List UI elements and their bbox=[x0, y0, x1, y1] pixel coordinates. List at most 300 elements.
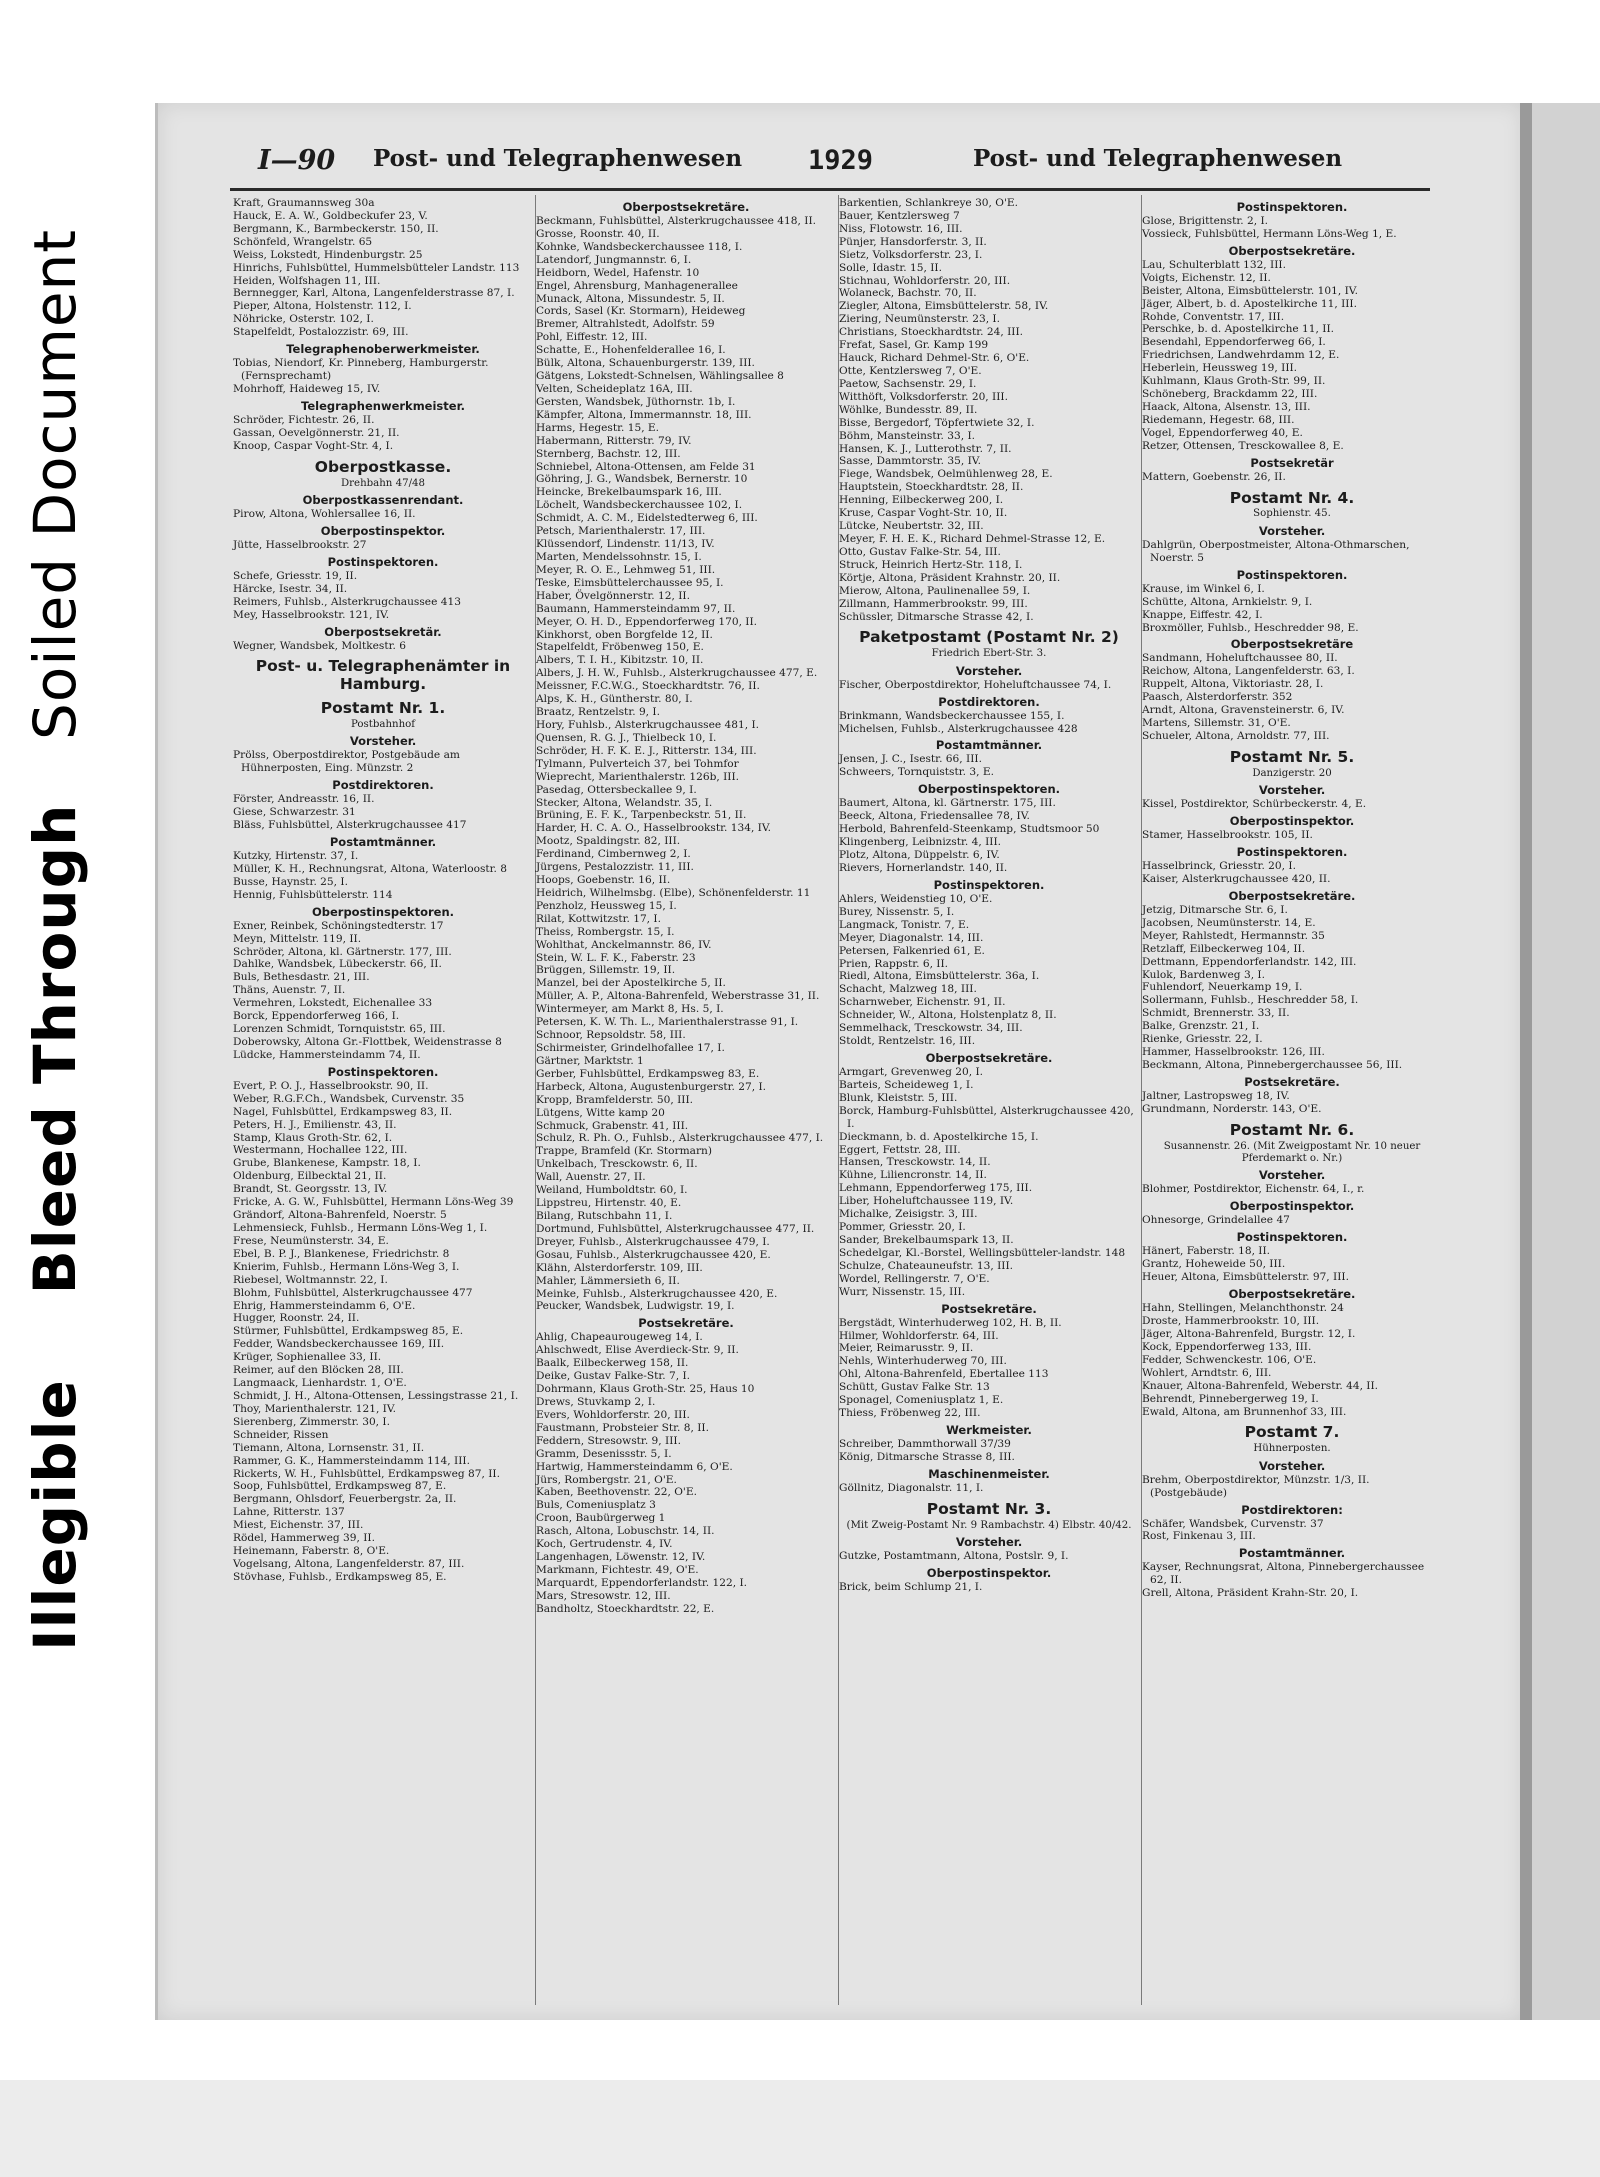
section-heading: Postamt Nr. 4. bbox=[1229, 488, 1355, 507]
directory-entry: Göhring, J. G., Wandsbek, Bernerstr. 10 bbox=[536, 473, 748, 486]
directory-entry: Barteis, Scheideweg 1, I. bbox=[839, 1078, 974, 1091]
directory-entry: Borck, Eppendorferweg 166, I. bbox=[233, 1010, 400, 1023]
directory-entry: Otto, Gustav Falke-Str. 54, III. bbox=[839, 545, 1001, 558]
directory-entry: Knierim, Fuhlsb., Hermann Löns-Weg 3, I. bbox=[233, 1260, 460, 1273]
directory-entry: Jütte, Hasselbrookstr. 27 bbox=[233, 538, 367, 551]
directory-entry: Knappe, Eiffestr. 42, I. bbox=[1142, 608, 1263, 621]
directory-entry: Heidborn, Wedel, Hafenstr. 10 bbox=[536, 266, 700, 279]
directory-entry: Hasselbrinck, Griesstr. 20, I. bbox=[1142, 860, 1296, 873]
section-heading: Oberpostinspektor. bbox=[926, 1565, 1052, 1580]
section-heading: Postamtmänner. bbox=[329, 834, 437, 849]
directory-entry: Kaiser, Alsterkrugchaussee 420, II. bbox=[1142, 872, 1331, 885]
directory-entry: Lehmensieck, Fuhlsb., Hermann Löns-Weg 1, I. bbox=[233, 1222, 488, 1234]
section-heading: Postamt 7. bbox=[1244, 1423, 1340, 1442]
directory-entry: Bisse, Bergedorf, Töpfertwiete 32, I. bbox=[839, 416, 1035, 429]
directory-entry: Grosse, Roonstr. 40, II. bbox=[536, 227, 660, 240]
directory-entry: Klähn, Alsterdorferstr. 109, III. bbox=[536, 1261, 703, 1274]
directory-entry: Stecker, Altona, Welandstr. 35, I. bbox=[536, 796, 713, 809]
directory-entry: Jürgens, Pestalozzistr. 11, III. bbox=[536, 861, 694, 874]
directory-entry: Lütgens, Witte kamp 20 bbox=[536, 1106, 665, 1119]
directory-entry: Jaltner, Lastropsweg 18, IV. bbox=[1142, 1089, 1290, 1102]
directory-entry: Pünjer, Hansdorferstr. 3, II. bbox=[839, 235, 987, 248]
section-heading: Oberpostsekretär. bbox=[324, 624, 442, 639]
directory-entry: Albers, J. H. W., Fuhlsb., Alsterkrugchaussee 477, E. bbox=[536, 667, 818, 680]
directory-entry: Gassan, Oevelgönnerstr. 21, II. bbox=[233, 426, 400, 439]
directory-entry: Sietz, Volksdorferstr. 23, I. bbox=[839, 248, 983, 261]
directory-entry: Heincke, Brekelbaumspark 16, III. bbox=[536, 486, 722, 499]
directory-entry: Langmack, Tonistr. 7, E. bbox=[839, 918, 970, 931]
directory-entry: Gerber, Fuhlsbüttel, Erdkampsweg 83, E. bbox=[536, 1067, 760, 1080]
directory-entry: Bandholtz, Stoeckhardtstr. 22, E. bbox=[536, 1602, 715, 1615]
directory-entry: Wöhlke, Bundesstr. 89, II. bbox=[839, 403, 978, 416]
directory-entry: Theiss, Rombergstr. 15, I. bbox=[536, 925, 675, 938]
directory-entry: Brinkmann, Wandsbeckerchaussee 155, I. bbox=[839, 709, 1065, 722]
directory-entry: Jacobsen, Neumünsterstr. 14, E. bbox=[1142, 916, 1316, 929]
directory-entry: Meyer, R. O. E., Lehmweg 51, III. bbox=[536, 563, 716, 576]
directory-entry: Gärtner, Marktstr. 1 bbox=[536, 1054, 644, 1067]
directory-entry: Ahlers, Weidenstieg 10, O'E. bbox=[839, 892, 993, 905]
directory-entry: Schüssler, Ditmarsche Strasse 42, I. bbox=[839, 610, 1034, 623]
directory-entry: Rasch, Altona, Lobuschstr. 14, II. bbox=[536, 1525, 715, 1538]
directory-entry: Kissel, Postdirektor, Schürbeckerstr. 4, E. bbox=[1142, 798, 1367, 811]
directory-entry: Haber, Övelgönnerstr. 12, II. bbox=[536, 589, 690, 602]
directory-entry: Stövhase, Fuhlsb., Erdkampsweg 85, E. bbox=[233, 1570, 447, 1583]
directory-entry: Stapelfeldt, Postalozzistr. 69, III. bbox=[233, 326, 409, 339]
directory-entry: Klüssendorf, Lindenstr. 11/13, IV. bbox=[536, 538, 715, 551]
directory-entry: Albers, T. I. H., Kibitzstr. 10, II. bbox=[536, 654, 704, 667]
directory-entry: Meier, Reimarusstr. 9, II. bbox=[839, 1342, 974, 1355]
directory-entry: Peters, H. J., Emilienstr. 43, II. bbox=[233, 1118, 397, 1131]
directory-column-4 bbox=[1142, 197, 1442, 1600]
directory-entry: Solle, Idastr. 15, II. bbox=[839, 261, 942, 274]
directory-entry: Rilat, Kottwitzstr. 17, I. bbox=[536, 912, 661, 925]
directory-entry: Sollermann, Fuhlsb., Heschredder 58, I. bbox=[1142, 994, 1359, 1007]
page-header bbox=[158, 145, 1523, 185]
directory-entry: Schröder, H. F. K. E. J., Ritterstr. 134, III. bbox=[536, 744, 757, 757]
directory-entry: Prien, Rappstr. 6, II. bbox=[839, 957, 949, 970]
directory-entry: Busse, Haynstr. 25, I. bbox=[233, 875, 348, 888]
directory-entry: Stichnau, Wohldorferstr. 20, III. bbox=[839, 274, 1011, 287]
section-heading: Oberpostsekretäre. bbox=[925, 1050, 1053, 1065]
stamp-line-3: Soiled Document bbox=[21, 228, 89, 740]
directory-entry: Hänert, Faberstr. 18, II. bbox=[1142, 1245, 1271, 1258]
directory-entry: Schneider, W., Altona, Holstenplatz 8, II. bbox=[839, 1009, 1057, 1022]
directory-entry: Dettmann, Eppendorferlandstr. 142, III. bbox=[1142, 955, 1357, 968]
directory-entry: Niss, Flotowstr. 16, III. bbox=[839, 222, 963, 235]
directory-entry: Bergmann, Ohlsdorf, Feuerbergstr. 2a, II. bbox=[233, 1493, 457, 1506]
directory-entry: Schreiber, Dammthorwall 37/39 bbox=[839, 1437, 1011, 1450]
directory-entry: Fischer, Oberpostdirektor, Hoheluftchaussee 74, I. bbox=[839, 678, 1112, 691]
header-left-title: Post- und Telegraphenwesen bbox=[373, 145, 743, 172]
scan-background-top bbox=[0, 0, 1600, 46]
directory-entry: Gersten, Wandsbek, Jüthornstr. 1b, I. bbox=[536, 395, 736, 408]
directory-entry: Tylmann, Pulverteich 37, bei Tohmfor bbox=[536, 757, 739, 770]
directory-entry: Petersen, K. W. Th. L., Marienthalerstrasse 91, I. bbox=[536, 1016, 799, 1029]
directory-entry: Vogel, Eppendorferweg 40, E. bbox=[1142, 426, 1303, 439]
section-heading: Postamt Nr. 6. bbox=[1229, 1120, 1355, 1139]
directory-entry: Lehmann, Eppendorferweg 175, III. bbox=[839, 1182, 1033, 1195]
section-subtitle: Danzigerstr. 20 bbox=[1252, 767, 1332, 779]
directory-entry: Besendahl, Eppendorferweg 66, I. bbox=[1142, 336, 1326, 349]
directory-entry: Jürs, Rombergstr. 21, O'E. bbox=[536, 1473, 677, 1486]
section-heading: Postamt Nr. 3. bbox=[926, 1499, 1052, 1518]
directory-entry: Reichow, Altona, Langenfelderstr. 63, I. bbox=[1142, 665, 1355, 678]
directory-entry: Schäfer, Wandsbek, Curvenstr. 37 bbox=[1142, 1517, 1324, 1530]
directory-entry: Heuer, Altona, Eimsbüttelerstr. 97, III. bbox=[1142, 1271, 1349, 1284]
directory-entry: Doberowsky, Altona Gr.-Flottbek, Weidenstrasse 8 bbox=[233, 1036, 502, 1048]
directory-entry: Drews, Stuvkamp 2, I. bbox=[536, 1396, 656, 1408]
section-heading: Werkmeister. bbox=[946, 1422, 1032, 1437]
directory-entry: Cords, Sasel (Kr. Stormarn), Heideweg bbox=[536, 305, 746, 318]
directory-entry: Paetow, Sachsenstr. 29, I. bbox=[839, 377, 977, 390]
directory-entry: Grundmann, Norderstr. 143, O'E. bbox=[1142, 1102, 1322, 1115]
directory-entry: Brandt, St. Georgsstr. 13, IV. bbox=[233, 1183, 388, 1196]
directory-entry: Gätgens, Lokstedt-Schnelsen, Wählingsallee 8 bbox=[536, 370, 784, 383]
section-heading: Postinspektoren. bbox=[1236, 845, 1348, 860]
directory-entry: Fedder, Schwenckestr. 106, O'E. bbox=[1142, 1353, 1317, 1366]
section-heading: Vorsteher. bbox=[349, 734, 417, 749]
directory-entry: Plotz, Altona, Düppelstr. 6, IV. bbox=[839, 849, 1000, 862]
directory-entry: Riebesel, Woltmannstr. 22, I. bbox=[233, 1273, 388, 1286]
section-heading: Postamt Nr. 5. bbox=[1229, 747, 1355, 766]
directory-entry: Fricke, A. G. W., Fuhlsbüttel, Hermann Löns-Weg 39 bbox=[233, 1196, 514, 1209]
directory-entry: Martens, Sillemstr. 31, O'E. bbox=[1142, 717, 1291, 730]
header-year: 1929 bbox=[808, 145, 874, 176]
directory-entry: Beister, Altona, Eimsbüttelerstr. 101, IV. bbox=[1142, 284, 1358, 297]
directory-entry: Kraft, Graumannsweg 30a bbox=[233, 197, 375, 209]
directory-entry: Grändorf, Altona-Bahrenfeld, Noerstr. 5 bbox=[233, 1209, 447, 1222]
directory-entry: Schütt, Gustav Falke Str. 13 bbox=[839, 1381, 990, 1394]
directory-entry: Krüger, Sophienallee 33, II. bbox=[233, 1351, 382, 1364]
directory-entry: Ewald, Altona, am Brunnenhof 33, III. bbox=[1142, 1405, 1347, 1418]
directory-entry: Brüning, E. F. K., Tarpenbeckstr. 51, II. bbox=[536, 809, 747, 822]
directory-entry: Trappe, Bramfeld (Kr. Stormarn) bbox=[536, 1145, 712, 1158]
directory-entry: Weber, R.G.F.Ch., Wandsbek, Curvenstr. 35 bbox=[233, 1092, 465, 1105]
section-subtitle: Postbahnhof bbox=[350, 718, 416, 730]
directory-entry: Blunk, Kleiststr. 5, III. bbox=[839, 1091, 958, 1104]
directory-entry: Westermann, Hochallee 122, III. bbox=[233, 1144, 408, 1157]
section-heading: Postamt Nr. 1. bbox=[320, 699, 446, 718]
directory-entry: Harbeck, Altona, Augustenburgerstr. 27, I. bbox=[536, 1080, 767, 1093]
page-number: I—90 bbox=[258, 145, 336, 176]
directory-entry: Meissner, F.C.W.G., Stoeckhardtstr. 76, II. bbox=[536, 680, 760, 693]
directory-entry: Ziering, Neumünsterstr. 23, I. bbox=[839, 313, 1000, 326]
directory-entry: Baumann, Hammersteindamm 97, II. bbox=[536, 602, 736, 615]
directory-entry: Liber, Hoheluftchaussee 119, IV. bbox=[839, 1195, 1014, 1208]
directory-entry: Müller, A. P., Altona-Bahrenfeld, Weberstrasse 31, II. bbox=[536, 990, 820, 1003]
directory-entry: Beckmann, Fuhlsbüttel, Alsterkrugchaussee 418, II. bbox=[536, 215, 816, 228]
directory-entry: Bergmann, K., Barmbeckerstr. 150, II. bbox=[233, 222, 439, 235]
directory-entry: Eggert, Fettstr. 28, III. bbox=[839, 1143, 961, 1156]
section-heading: Oberpostinspektor. bbox=[1229, 1199, 1355, 1214]
directory-entry: Perschke, b. d. Apostelkirche 11, II. bbox=[1142, 323, 1335, 336]
directory-entry: Kulok, Bardenweg 3, I. bbox=[1142, 968, 1265, 981]
directory-entry: Droste, Hammerbrookstr. 10, III. bbox=[1142, 1315, 1320, 1328]
directory-entry: Hilmer, Wohldorferstr. 64, III. bbox=[839, 1329, 999, 1342]
directory-entry: Meyer, O. H. D., Eppendorferweg 170, II. bbox=[536, 615, 758, 628]
directory-entry: Mattern, Goebenstr. 26, II. bbox=[1142, 470, 1286, 483]
directory-entry: Schirmeister, Grindelhofallee 17, I. bbox=[536, 1042, 725, 1055]
directory-entry: Hansen, Tresckowstr. 14, II. bbox=[839, 1156, 991, 1169]
section-heading: Oberpostsekretäre. bbox=[1228, 1287, 1356, 1302]
directory-entry: Ohl, Altona-Bahrenfeld, Ebertallee 113 bbox=[839, 1368, 1049, 1381]
directory-entry: Wieprecht, Marienthalerstr. 126b, III. bbox=[536, 770, 740, 783]
directory-entry: Bernnegger, Karl, Altona, Langenfelderstrasse 87, I. bbox=[233, 287, 515, 300]
directory-entry: Arndt, Altona, Gravensteinerstr. 6, IV. bbox=[1142, 704, 1345, 717]
directory-entry: Jensen, J. C., Isestr. 66, III. bbox=[839, 753, 982, 766]
directory-entry: Schweers, Tornquiststr. 3, E. bbox=[839, 766, 994, 779]
directory-entry: Marquardt, Eppendorferlandstr. 122, I. bbox=[536, 1576, 747, 1589]
directory-entry: Lippstreu, Hirtenstr. 40, E. bbox=[536, 1197, 682, 1210]
directory-entry: Schmuck, Grabenstr. 41, III. bbox=[536, 1119, 689, 1132]
section-heading: Telegraphenoberwerkmeister. bbox=[286, 342, 480, 357]
directory-entry: Broxmöller, Fuhlsb., Heschredder 98, E. bbox=[1142, 621, 1359, 634]
section-heading: Postdirektoren. bbox=[332, 778, 434, 793]
directory-entry: Haack, Altona, Alsenstr. 13, III. bbox=[1142, 401, 1311, 414]
directory-entry: Rienke, Griesstr. 22, I. bbox=[1142, 1033, 1263, 1046]
directory-entry: Thiess, Fröbenweg 22, III. bbox=[839, 1407, 981, 1420]
section-heading: Postinspektoren. bbox=[933, 877, 1045, 892]
directory-entry: Paasch, Alsterdorferstr. 352 bbox=[1142, 691, 1293, 704]
directory-entry: Heinemann, Faberstr. 8, O'E. bbox=[233, 1545, 390, 1558]
directory-entry: Langmaack, Lienhardstr. 1, O'E. bbox=[233, 1377, 407, 1390]
directory-entry: Gutzke, Postamtmann, Altona, Postslr. 9, I. bbox=[839, 1550, 1069, 1563]
directory-entry: Harder, H. C. A. O., Hasselbrookstr. 134, IV. bbox=[536, 822, 772, 835]
section-heading: Postamtmänner. bbox=[935, 738, 1043, 753]
directory-entry: Ahlig, Chapeaurougeweg 14, I. bbox=[536, 1331, 703, 1344]
illegible-stamp bbox=[21, 229, 89, 1651]
directory-entry: Dreyer, Fuhlsb., Alsterkrugchaussee 479, I. bbox=[536, 1235, 770, 1248]
directory-entry: Nehls, Winterhuderweg 70, III. bbox=[839, 1355, 1007, 1368]
directory-entry: Blohmer, Postdirektor, Eichenstr. 64, I., r. bbox=[1142, 1183, 1365, 1196]
directory-entry: Balke, Grenzstr. 21, I. bbox=[1142, 1020, 1260, 1033]
directory-entry: Feddern, Stresowstr. 9, III. bbox=[536, 1434, 681, 1447]
directory-entry: Engel, Ahrensburg, Manhagenerallee bbox=[536, 279, 738, 292]
directory-entry: Hauptstein, Stoeckhardtstr. 28, II. bbox=[839, 481, 1024, 494]
directory-entry: Teske, Eimsbüttelerchaussee 95, I. bbox=[536, 576, 724, 589]
directory-entry: Klingenberg, Leibnizstr. 4, III. bbox=[839, 836, 1002, 849]
directory-entry: Stoldt, Rentzelstr. 16, III. bbox=[839, 1035, 976, 1048]
directory-entry: Faustmann, Probsteier Str. 8, II. bbox=[536, 1421, 709, 1434]
directory-entry: Vogelsang, Altona, Langenfelderstr. 87, III. bbox=[233, 1557, 465, 1570]
directory-entry: Deike, Gustav Falke-Str. 7, I. bbox=[536, 1370, 691, 1383]
directory-entry: Sandmann, Hoheluftchaussee 80, II. bbox=[1142, 652, 1338, 665]
directory-entry: Dieckmann, b. d. Apostelkirche 15, I. bbox=[839, 1130, 1039, 1143]
directory-entry: Armgart, Grevenweg 20, I. bbox=[839, 1065, 984, 1078]
directory-entry: Barkentien, Schlankreye 30, O'E. bbox=[839, 197, 1018, 209]
directory-entry: Rammer, G. K., Hammersteindamm 114, III. bbox=[233, 1454, 470, 1467]
directory-entry: Wordel, Rellingerstr. 7, O'E. bbox=[839, 1272, 990, 1285]
directory-entry: Brehm, Oberpostdirektor, Münzstr. 1/3, II. (Postgebäude) bbox=[1142, 1473, 1370, 1499]
directory-entry: Retzlaff, Eilbeckerweg 104, II. bbox=[1142, 942, 1306, 955]
directory-entry: Mohrhoff, Haideweg 15, IV. bbox=[233, 383, 381, 395]
directory-entry: Schefe, Griesstr. 19, II. bbox=[233, 569, 358, 582]
directory-entry: Quensen, R. G. J., Thielbeck 10, I. bbox=[536, 731, 717, 744]
section-heading: Vorsteher. bbox=[955, 663, 1023, 678]
directory-entry: Heidrich, Wilhelmsbg. (Elbe), Schönenfelderstr. 11 bbox=[536, 886, 811, 899]
directory-entry: Ziegler, Altona, Eimsbüttelerstr. 58, IV. bbox=[839, 300, 1049, 313]
directory-entry: Struck, Heinrich Hertz-Str. 118, I. bbox=[839, 558, 1023, 571]
directory-entry: Knauer, Altona-Bahrenfeld, Weberstr. 44, II. bbox=[1142, 1379, 1379, 1392]
directory-entry: Hauck, Richard Dehmel-Str. 6, O'E. bbox=[839, 352, 1030, 365]
directory-entry: Kutzky, Hirtenstr. 37, I. bbox=[233, 850, 359, 862]
directory-entry: Wegner, Wandsbek, Moltkestr. 6 bbox=[233, 639, 406, 652]
directory-entry: Otte, Kentzlersweg 7, O'E. bbox=[839, 364, 982, 377]
section-heading: Oberpostkassenrendant. bbox=[302, 492, 464, 507]
directory-entry: Pasedag, Ottersbeckallee 9, I. bbox=[536, 783, 697, 796]
directory-entry: König, Ditmarsche Strasse 8, III. bbox=[839, 1450, 1015, 1463]
header-right-title: Post- und Telegraphenwesen bbox=[973, 145, 1343, 172]
section-subtitle: Friedrich Ebert-Str. 3. bbox=[931, 648, 1047, 660]
section-heading: Postsekretäre. bbox=[638, 1316, 734, 1331]
directory-entry: Petersen, Falkenried 61, E. bbox=[839, 944, 985, 957]
directory-entry: Ehrig, Hammersteindamm 6, O'E. bbox=[233, 1299, 416, 1312]
section-heading: Vorsteher. bbox=[1258, 523, 1326, 538]
directory-entry: Prölss, Oberpostdirektor, Postgebäude am Hühnerposten, Eing. Münzstr. 2 bbox=[233, 749, 460, 775]
directory-entry: Grube, Blankenese, Kampstr. 18, I. bbox=[233, 1157, 421, 1170]
section-heading: Postinspektoren. bbox=[327, 1064, 439, 1079]
directory-entry: Meyer, Diagonalstr. 14, III. bbox=[839, 931, 984, 944]
directory-entry: Latendorf, Jungmannstr. 6, I. bbox=[536, 253, 692, 266]
directory-entry: Stein, W. L. F. K., Faberstr. 23 bbox=[536, 951, 696, 964]
directory-entry: Schulz, R. Ph. O., Fuhlsb., Alsterkrugchaussee 477, I. bbox=[536, 1132, 824, 1145]
directory-entry: Unkelbach, Tresckowstr. 6, II. bbox=[536, 1158, 698, 1171]
directory-entry: Kropp, Bramfelderstr. 50, III. bbox=[536, 1093, 694, 1106]
directory-entry: Tobias, Niendorf, Kr. Pinneberg, Hamburgerstr. (Fernsprechamt) bbox=[233, 357, 489, 383]
section-subtitle: Susannenstr. 26. (Mit Zweigpostamt Nr. 10 neuer Pferdemarkt o. Nr.) bbox=[1163, 1140, 1421, 1165]
directory-entry: Frese, Neumünsterstr. 34, E. bbox=[233, 1234, 389, 1247]
directory-entry: Bremer, Altrahlstedt, Adolfstr. 59 bbox=[536, 318, 715, 331]
directory-entry: Koch, Gertrudenstr. 4, IV. bbox=[536, 1538, 673, 1551]
directory-entry: Langenhagen, Löwenstr. 12, IV. bbox=[536, 1551, 706, 1564]
directory-entry: Borck, Hamburg-Fuhlsbüttel, Alsterkrugchaussee 420, I. bbox=[839, 1104, 1134, 1130]
directory-entry: Bergstädt, Winterhuderweg 102, H. B, II. bbox=[839, 1316, 1062, 1329]
directory-entry: Sponagel, Comeniusplatz 1, E. bbox=[839, 1394, 1004, 1407]
directory-entry: Krause, im Winkel 6, I. bbox=[1142, 582, 1265, 595]
directory-entry: Michalke, Zeisigstr. 3, III. bbox=[839, 1208, 978, 1221]
directory-entry: Zillmann, Hammerbrookstr. 99, III. bbox=[839, 597, 1028, 610]
directory-entry: Riedl, Altona, Eimsbüttelerstr. 36a, I. bbox=[839, 970, 1040, 983]
page-edge-strip bbox=[1520, 103, 1532, 2020]
directory-entry: Lütcke, Neubertstr. 32, III. bbox=[839, 520, 984, 533]
directory-entry: Rickerts, W. H., Fuhlsbüttel, Erdkampsweg 87, II. bbox=[233, 1467, 500, 1480]
section-heading: Vorsteher. bbox=[1258, 1458, 1326, 1473]
directory-entry: Gosau, Fuhlsb., Alsterkrugchaussee 420, E. bbox=[536, 1248, 771, 1261]
directory-entry: Hansen, K. J., Lutterothstr. 7, II. bbox=[839, 442, 1012, 455]
directory-entry: Jäger, Albert, b. d. Apostelkirche 11, III. bbox=[1142, 297, 1357, 310]
directory-entry: Sierenberg, Zimmerstr. 30, I. bbox=[233, 1415, 390, 1428]
directory-entry: Körtje, Altona, Präsident Krahnstr. 20, II. bbox=[839, 571, 1061, 584]
directory-entry: Wintermeyer, am Markt 8, Hs. 5, I. bbox=[536, 1003, 724, 1016]
section-heading: Postsekretär bbox=[1250, 455, 1334, 470]
directory-entry: Kaben, Beethovenstr. 22, O'E. bbox=[536, 1486, 697, 1499]
directory-entry: Knoop, Caspar Voght-Str. 4, I. bbox=[233, 439, 394, 452]
directory-entry: Dahlke, Wandsbek, Lübeckerstr. 66, II. bbox=[233, 958, 442, 971]
section-heading: Oberpostsekretäre. bbox=[1228, 888, 1356, 903]
section-heading: Oberpostinspektoren. bbox=[311, 904, 455, 919]
directory-entry: Oldenburg, Eilbecktal 21, II. bbox=[233, 1170, 387, 1183]
stamp-line-1: Illegible bbox=[21, 1379, 89, 1652]
directory-entry: Schröder, Fichtestr. 26, II. bbox=[233, 413, 375, 426]
section-heading: Postinspektoren. bbox=[1236, 567, 1348, 582]
directory-entry: Exner, Reinbek, Schöningstedterstr. 17 bbox=[233, 919, 444, 932]
section-heading: Oberpostinspektor. bbox=[1229, 814, 1355, 829]
directory-entry: Schmidt, A. C. M., Eidelstedterweg 6, III. bbox=[536, 512, 758, 525]
directory-entry: Markmann, Fichtestr. 49, O'E. bbox=[536, 1563, 699, 1576]
directory-entry: Bülk, Altona, Schauenburgerstr. 139, III. bbox=[536, 357, 755, 370]
directory-entry: Kinkhorst, oben Borgfelde 12, II. bbox=[536, 628, 713, 641]
directory-entry: Bläss, Fuhlsbüttel, Alsterkrugchaussee 417 bbox=[233, 819, 467, 832]
directory-entry: Dahlgrün, Oberpostmeister, Altona-Othmarschen, Noerstr. 5 bbox=[1142, 538, 1410, 564]
directory-entry: Munack, Altona, Missundestr. 5, II. bbox=[536, 292, 725, 305]
directory-entry: Sander, Brekelbaumspark 13, II. bbox=[839, 1233, 1014, 1246]
section-heading: Postinspektoren. bbox=[327, 554, 439, 569]
directory-entry: Weiland, Humboldtstr. 60, I. bbox=[536, 1184, 688, 1197]
directory-column-3 bbox=[839, 197, 1139, 1594]
directory-entry: Kruse, Caspar Voght-Str. 10, II. bbox=[839, 507, 1008, 520]
directory-entry: Grell, Altona, Präsident Krahn-Str. 20, I. bbox=[1142, 1587, 1359, 1600]
directory-entry: Stamp, Klaus Groth-Str. 62, I. bbox=[233, 1131, 393, 1144]
directory-entry: Beeck, Altona, Friedensallee 78, IV. bbox=[839, 810, 1030, 823]
directory-entry: Kuhlmann, Klaus Groth-Str. 99, II. bbox=[1142, 375, 1326, 388]
directory-entry: Soop, Fuhlsbüttel, Erdkampsweg 87, E. bbox=[233, 1480, 447, 1493]
directory-entry: Reimers, Fuhlsb., Alsterkrugchaussee 413 bbox=[233, 595, 461, 608]
directory-entry: Pommer, Griesstr. 20, I. bbox=[839, 1221, 966, 1234]
directory-entry: Stürmer, Fuhlsbüttel, Erdkampsweg 85, E. bbox=[233, 1325, 464, 1338]
section-subtitle: (Mit Zweig-Postamt Nr. 9 Rambachstr. 4) Elbstr. 40/42. bbox=[846, 1519, 1132, 1531]
directory-entry: Bilang, Rutschbahn 11, I. bbox=[536, 1210, 673, 1222]
section-heading: Oberpostkasse. bbox=[314, 457, 452, 476]
directory-entry: Pirow, Altona, Wohlersallee 16, II. bbox=[233, 507, 416, 520]
directory-entry: Lau, Schulterblatt 132, III. bbox=[1142, 258, 1286, 271]
directory-entry: Thoy, Marienthalerstr. 121, IV. bbox=[233, 1402, 397, 1415]
section-heading: Postsekretäre. bbox=[1244, 1074, 1340, 1089]
directory-entry: Ruppelt, Altona, Viktoriastr. 28, I. bbox=[1142, 678, 1324, 691]
directory-entry: Jetzig, Ditmarsche Str. 6, I. bbox=[1142, 903, 1288, 916]
directory-entry: Reimer, auf den Blöcken 28, III. bbox=[233, 1364, 404, 1377]
directory-entry: Brüggen, Sillemstr. 19, II. bbox=[536, 964, 676, 977]
directory-entry: Brick, beim Schlump 21, I. bbox=[839, 1580, 983, 1593]
directory-entry: Peucker, Wandsbek, Ludwigstr. 19, I. bbox=[536, 1300, 735, 1313]
directory-entry: Wall, Auenstr. 27, II. bbox=[536, 1171, 646, 1184]
directory-entry: Hoops, Goebenstr. 16, II. bbox=[536, 874, 671, 887]
directory-entry: Schniebel, Altona-Ottensen, am Felde 31 bbox=[536, 460, 756, 473]
directory-entry: Ahlschwedt, Elise Averdieck-Str. 9, II. bbox=[536, 1344, 739, 1357]
directory-entry: Wohlert, Arndtstr. 6, III. bbox=[1142, 1366, 1272, 1379]
directory-entry: Riedemann, Hegestr. 68, III. bbox=[1142, 413, 1295, 426]
directory-entry: Schönfeld, Wrangelstr. 65 bbox=[233, 235, 373, 248]
directory-entry: Buls, Bethesdastr. 21, III. bbox=[233, 971, 370, 984]
directory-entry: Marten, Mendelssohnstr. 15, I. bbox=[536, 550, 702, 563]
directory-entry: Dohrmann, Klaus Groth-Str. 25, Haus 10 bbox=[536, 1383, 755, 1396]
section-heading: Paketpostamt (Postamt Nr. 2) bbox=[859, 628, 1119, 647]
directory-entry: Friedrichsen, Landwehrdamm 12, E. bbox=[1142, 349, 1340, 362]
directory-entry: Jäger, Altona-Bahrenfeld, Burgstr. 12, I. bbox=[1142, 1327, 1356, 1340]
directory-entry: Pohl, Eiffestr. 12, III. bbox=[536, 331, 648, 344]
section-heading: Postsekretäre. bbox=[941, 1301, 1037, 1316]
directory-entry: Herbold, Bahrenfeld-Steenkamp, Studtsmoor 50 bbox=[839, 823, 1100, 836]
directory-entry: Lorenzen Schmidt, Tornquiststr. 65, III. bbox=[233, 1023, 446, 1036]
directory-entry: Semmelhack, Tresckowstr. 34, III. bbox=[839, 1022, 1023, 1035]
directory-entry: Penzholz, Heussweg 15, I. bbox=[536, 899, 677, 912]
directory-entry: Schulze, Chateauneufstr. 13, III. bbox=[839, 1259, 1014, 1272]
directory-entry: Rohde, Conventstr. 17, III. bbox=[1142, 310, 1285, 323]
directory-entry: Miest, Eichenstr. 37, III. bbox=[233, 1519, 364, 1532]
adjacent-page-strip bbox=[1532, 103, 1600, 2020]
directory-entry: Mootz, Spaldingstr. 82, III. bbox=[536, 835, 681, 848]
directory-entry: Manzel, bei der Apostelkirche 5, II. bbox=[536, 977, 726, 990]
directory-entry: Pieper, Altona, Holstenstr. 112, I. bbox=[233, 300, 412, 313]
